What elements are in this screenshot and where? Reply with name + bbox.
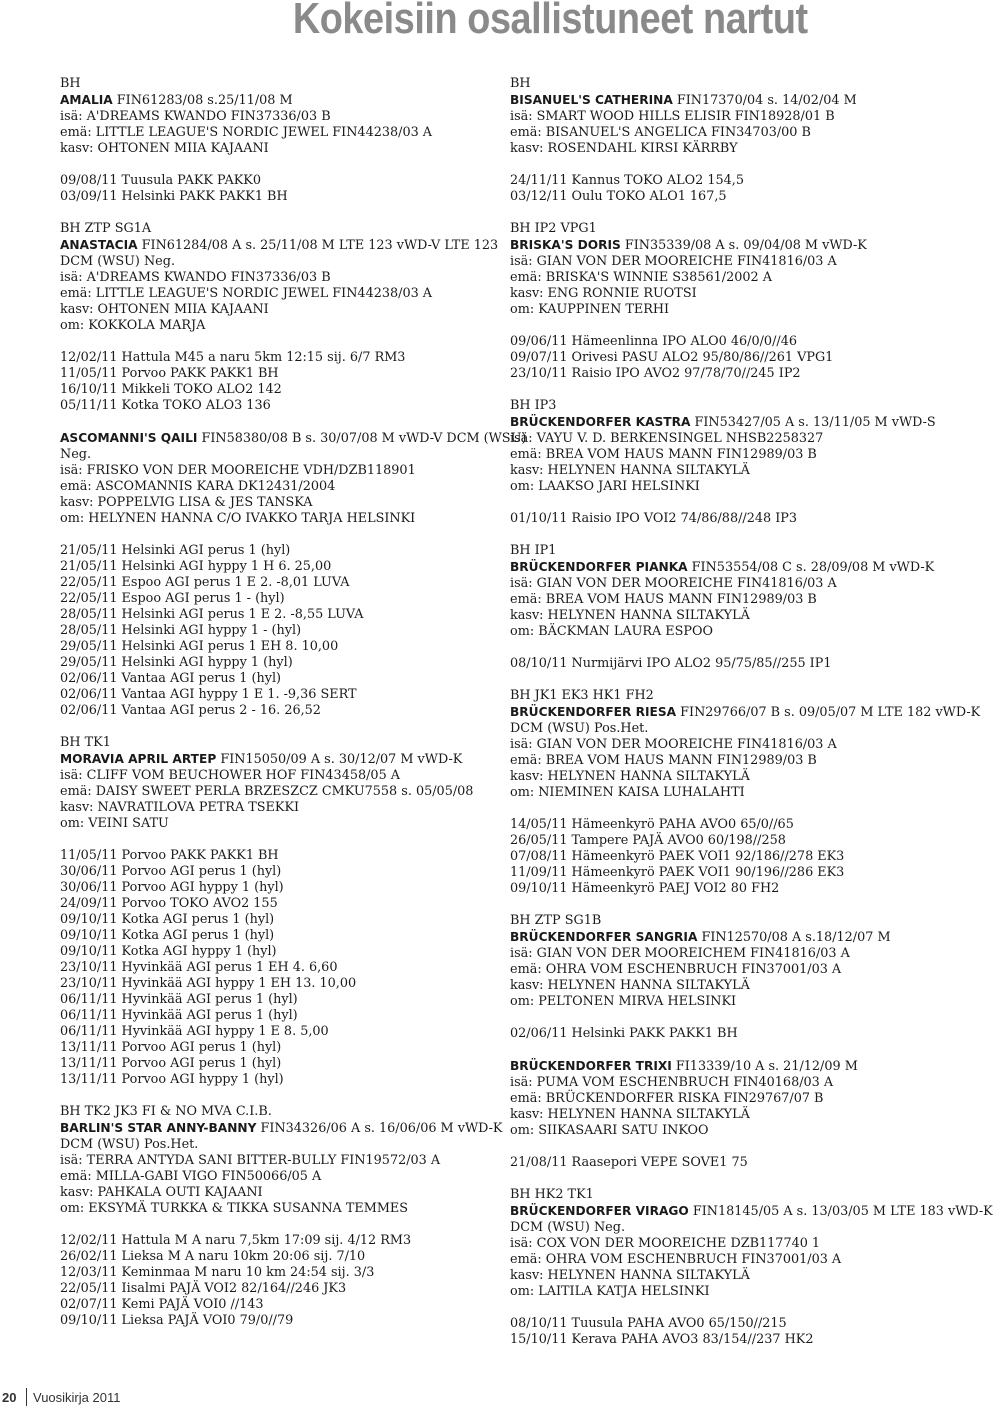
- entry-line: 05/11/11 Kotka TOKO ALO3 136: [60, 398, 271, 413]
- entry-line: kasv: NAVRATILOVA PETRA TSEKKI: [60, 800, 300, 815]
- page-title: Kokeisiin osallistuneet nartut: [293, 0, 808, 43]
- entry-block: [60, 1233, 510, 1329]
- entry-line: 11/05/11 Porvoo PAKK PAKK1 BH: [60, 848, 279, 863]
- dog-name: AMALIA: [60, 93, 113, 107]
- entry-line: BH HK2 TK1: [510, 1187, 594, 1202]
- dog-title-line: [510, 929, 960, 946]
- entry-line: 26/05/11 Tampere PAJÄ AVO0 60/198//258: [510, 833, 786, 848]
- left-column: [60, 76, 527, 1345]
- entry-line: 06/11/11 Hyvinkää AGI perus 1 (hyl): [60, 1008, 298, 1023]
- entry-line: emä: DAISY SWEET PERLA BRZESZCZ CMKU7558 s. 05/05/08: [60, 784, 474, 799]
- entry-line: isä: A'DREAMS KWANDO FIN37336/03 B: [60, 109, 331, 124]
- entry-line: kasv: POPPELVIG LISA & JES TANSKA: [60, 495, 313, 510]
- entry-line: om: VEINI SATU: [60, 816, 169, 831]
- entry-block: [510, 173, 960, 205]
- entry-block: [510, 398, 960, 495]
- entry-line: 12/02/11 Hattula M45 a naru 5km 12:15 sij. 6/7 RM3: [60, 350, 406, 365]
- entry-block: [510, 1316, 960, 1348]
- entry-line: 03/09/11 Helsinki PAKK PAKK1 BH: [60, 189, 288, 204]
- entry-line: isä: PUMA VOM ESCHENBRUCH FIN40168/03 A: [510, 1075, 834, 1090]
- entry-line: DCM (WSU) Neg.: [60, 254, 176, 269]
- entry-block: [510, 543, 960, 640]
- footer-divider: [26, 1388, 27, 1406]
- dog-name: BARLIN'S STAR ANNY-BANNY: [60, 1121, 257, 1135]
- entry-line: 28/05/11 Helsinki AGI perus 1 E 2. -8,55 LUVA: [60, 607, 364, 622]
- entry-block: [510, 221, 960, 318]
- dog-title-line: [510, 559, 960, 576]
- entry-line: 13/11/11 Porvoo AGI perus 1 (hyl): [60, 1056, 282, 1071]
- entry-line: om: LAAKSO JARI HELSINKI: [510, 479, 700, 494]
- entry-line: BH TK1: [60, 735, 111, 750]
- entry-line: 09/10/11 Hämeenkyrö PAEJ VOI2 80 FH2: [510, 881, 780, 896]
- entry-line: 11/05/11 Porvoo PAKK PAKK1 BH: [60, 366, 279, 381]
- entry-block: [510, 1187, 993, 1300]
- entry-line: 15/10/11 Kerava PAHA AVO3 83/154//237 HK2: [510, 1332, 814, 1347]
- dog-name: BRÜCKENDORFER PIANKA: [510, 560, 688, 574]
- entry-line: 02/06/11 Vantaa AGI perus 1 (hyl): [60, 671, 282, 686]
- entry-line: isä: SMART WOOD HILLS ELISIR FIN18928/01 B: [510, 109, 835, 124]
- entry-line: 06/11/11 Hyvinkää AGI hyppy 1 E 8. 5,00: [60, 1024, 329, 1039]
- entry-block: [60, 173, 510, 205]
- entry-line: emä: BREA VOM HAUS MANN FIN12989/03 B: [510, 447, 817, 462]
- entry-line: 23/10/11 Hyvinkää AGI hyppy 1 EH 13. 10,00: [60, 976, 357, 991]
- entry-line: 29/05/11 Helsinki AGI hyppy 1 (hyl): [60, 655, 293, 670]
- entry-line: BH TK2 JK3 FI & NO MVA C.I.B.: [60, 1104, 272, 1119]
- dog-name: BISANUEL'S CATHERINA: [510, 93, 673, 107]
- entry-line: 09/10/11 Kotka AGI hyppy 1 (hyl): [60, 944, 277, 959]
- entry-line: BH IP3: [510, 398, 557, 413]
- entry-line: kasv: HELYNEN HANNA SILTAKYLÄ: [510, 1107, 750, 1122]
- entry-block: [510, 1026, 960, 1042]
- entry-line: 11/09/11 Hämeenkyrö PAEK VOI1 90/196//286 EK3: [510, 865, 845, 880]
- entry-line: isä: VAYU V. D. BERKENSINGEL NHSB2258327: [510, 431, 824, 446]
- entry-line: isä: TERRA ANTYDA SANI BITTER-BULLY FIN19572/03 A: [60, 1153, 441, 1168]
- entry-block: [60, 76, 510, 157]
- entry-line: DCM (WSU) Neg.: [510, 1220, 626, 1235]
- dog-title-line: [510, 1203, 993, 1220]
- entry-line: isä: A'DREAMS KWANDO FIN37336/03 B: [60, 270, 331, 285]
- dog-registration: FIN61284/08 A s. 25/11/08 M LTE 123 vWD-V LTE 123: [137, 238, 499, 253]
- entry-block: [60, 350, 510, 414]
- entry-line: 28/05/11 Helsinki AGI hyppy 1 - (hyl): [60, 623, 302, 638]
- dog-registration: FIN53554/08 C s. 28/09/08 M vWD-K: [687, 560, 935, 575]
- entry-line: 29/05/11 Helsinki AGI perus 1 EH 8. 10,00: [60, 639, 339, 654]
- entry-line: BH JK1 EK3 HK1 FH2: [510, 688, 654, 703]
- dog-name: BRÜCKENDORFER TRIXI: [510, 1059, 672, 1073]
- entry-line: 06/11/11 Hyvinkää AGI perus 1 (hyl): [60, 992, 298, 1007]
- entry-line: om: PELTONEN MIRVA HELSINKI: [510, 994, 737, 1009]
- entry-line: 01/10/11 Raisio IPO VOI2 74/86/88//248 IP3: [510, 511, 798, 526]
- entry-block: [510, 76, 960, 157]
- dog-name: BRÜCKENDORFER VIRAGO: [510, 1204, 689, 1218]
- entry-line: 22/05/11 Espoo AGI perus 1 E 2. -8,01 LUVA: [60, 575, 350, 590]
- entry-line: emä: LITTLE LEAGUE'S NORDIC JEWEL FIN44238/03 A: [60, 286, 433, 301]
- entry-line: 02/06/11 Vantaa AGI hyppy 1 E 1. -9,36 SERT: [60, 687, 357, 702]
- entry-line: om: KAUPPINEN TERHI: [510, 302, 670, 317]
- dog-registration: FIN61283/08 s.25/11/08 M: [112, 93, 293, 108]
- entry-line: isä: GIAN VON DER MOOREICHE FIN41816/03 A: [510, 576, 837, 591]
- entry-line: 21/08/11 Raasepori VEPE SOVE1 75: [510, 1155, 748, 1170]
- entry-line: kasv: HELYNEN HANNA SILTAKYLÄ: [510, 769, 750, 784]
- entry-line: isä: CLIFF VOM BEUCHOWER HOF FIN43458/05 A: [60, 768, 401, 783]
- entry-line: 13/11/11 Porvoo AGI perus 1 (hyl): [60, 1040, 282, 1055]
- entry-line: kasv: PAHKALA OUTI KAJAANI: [60, 1185, 263, 1200]
- entry-line: 02/06/11 Vantaa AGI perus 2 - 16. 26,52: [60, 703, 321, 718]
- dog-title-line: [510, 237, 960, 254]
- dog-name: ANASTACIA: [60, 238, 138, 252]
- entry-block: [510, 334, 960, 382]
- dog-name: BRISKA'S DORIS: [510, 238, 621, 252]
- dog-title-line: [60, 751, 510, 768]
- entry-line: isä: GIAN VON DER MOOREICHE FIN41816/03 A: [510, 254, 837, 269]
- entry-line: BH IP1: [510, 543, 557, 558]
- dog-title-line: [60, 1120, 510, 1137]
- entry-block: [510, 913, 960, 1010]
- yearbook-label: Vuosikirja 2011: [33, 1390, 121, 1405]
- entry-line: DCM (WSU) Pos.Het.: [60, 1137, 199, 1152]
- dog-name: ASCOMANNI'S QAILI: [60, 431, 198, 445]
- entry-line: BH: [510, 76, 531, 91]
- entry-block: [510, 656, 960, 672]
- right-column: [510, 76, 993, 1364]
- entry-line: 23/10/11 Hyvinkää AGI perus 1 EH 4. 6,60: [60, 960, 338, 975]
- entry-line: 07/08/11 Hämeenkyrö PAEK VOI1 92/186//278 EK3: [510, 849, 845, 864]
- dog-title-line: [510, 414, 960, 431]
- entry-line: kasv: OHTONEN MIIA KAJAANI: [60, 302, 269, 317]
- entry-line: 16/10/11 Mikkeli TOKO ALO2 142: [60, 382, 282, 397]
- entry-line: 21/05/11 Helsinki AGI perus 1 (hyl): [60, 543, 291, 558]
- entry-line: 08/10/11 Tuusula PAHA AVO0 65/150//215: [510, 1316, 787, 1331]
- dog-registration: FIN58380/08 B s. 30/07/08 M vWD-V DCM (WSU): [197, 431, 527, 446]
- entry-line: om: KOKKOLA MARJA: [60, 318, 206, 333]
- entry-line: 08/10/11 Nurmijärvi IPO ALO2 95/75/85//255 IP1: [510, 656, 832, 671]
- entry-line: kasv: OHTONEN MIIA KAJAANI: [60, 141, 269, 156]
- entry-line: 09/06/11 Hämeenlinna IPO ALO0 46/0/0//46: [510, 334, 797, 349]
- entry-line: om: BÄCKMAN LAURA ESPOO: [510, 624, 713, 639]
- entry-line: kasv: HELYNEN HANNA SILTAKYLÄ: [510, 463, 750, 478]
- entry-line: DCM (WSU) Pos.Het.: [510, 721, 649, 736]
- dog-registration: FIN53427/05 A s. 13/11/05 M vWD-S: [690, 415, 936, 430]
- entry-line: 21/05/11 Helsinki AGI hyppy 1 H 6. 25,00: [60, 559, 332, 574]
- dog-title-line: [60, 430, 527, 447]
- dog-name: MORAVIA APRIL ARTEP: [60, 752, 217, 766]
- entry-line: 26/02/11 Lieksa M A naru 10km 20:06 sij. 7/10: [60, 1249, 366, 1264]
- entry-line: BH: [60, 76, 81, 91]
- entry-line: Neg.: [60, 447, 92, 462]
- page-footer: [0, 1384, 200, 1409]
- entry-line: 22/05/11 Espoo AGI perus 1 - (hyl): [60, 591, 285, 606]
- entry-line: 24/09/11 Porvoo TOKO AVO2 155: [60, 896, 278, 911]
- entry-block: [510, 511, 960, 527]
- entry-line: emä: BRÜCKENDORFER RISKA FIN29767/07 B: [510, 1091, 824, 1106]
- entry-line: isä: FRISKO VON DER MOOREICHE VDH/DZB118901: [60, 463, 416, 478]
- entry-block: [510, 817, 960, 897]
- entry-line: om: HELYNEN HANNA C/O IVAKKO TARJA HELSINKI: [60, 511, 416, 526]
- dog-title-line: [60, 92, 510, 109]
- dog-registration: FIN18145/05 A s. 13/03/05 M LTE 183 vWD-K: [688, 1204, 993, 1219]
- entry-line: 09/08/11 Tuusula PAKK PAKK0: [60, 173, 261, 188]
- entry-line: 02/07/11 Kemi PAJÄ VOI0 //143: [60, 1297, 264, 1312]
- entry-line: 30/06/11 Porvoo AGI hyppy 1 (hyl): [60, 880, 284, 895]
- dog-registration: FIN35339/08 A s. 09/04/08 M vWD-K: [620, 238, 867, 253]
- entry-line: emä: BREA VOM HAUS MANN FIN12989/03 B: [510, 753, 817, 768]
- entry-line: emä: LITTLE LEAGUE'S NORDIC JEWEL FIN44238/03 A: [60, 125, 433, 140]
- dog-registration: FIN17370/04 s. 14/02/04 M: [672, 93, 857, 108]
- entry-block: [510, 688, 981, 801]
- dog-title-line: [60, 237, 510, 254]
- dog-registration: FIN12570/08 A s.18/12/07 M: [697, 930, 891, 945]
- entry-line: 23/10/11 Raisio IPO AVO2 97/78/70//245 IP2: [510, 366, 801, 381]
- entry-line: 02/06/11 Helsinki PAKK PAKK1 BH: [510, 1026, 738, 1041]
- dog-title-line: [510, 92, 960, 109]
- entry-line: om: EKSYMÄ TURKKA & TIKKA SUSANNA TEMMES: [60, 1201, 409, 1216]
- dog-registration: FI13339/10 A s. 21/12/09 M: [671, 1059, 858, 1074]
- entry-line: emä: MILLA-GABI VIGO FIN50066/05 A: [60, 1169, 322, 1184]
- entry-line: isä: COX VON DER MOOREICHE DZB117740 1: [510, 1236, 821, 1251]
- entry-line: 14/05/11 Hämeenkyrö PAHA AVO0 65/0//65: [510, 817, 794, 832]
- entry-line: kasv: ENG RONNIE RUOTSI: [510, 286, 697, 301]
- entry-line: isä: GIAN VON DER MOOREICHE FIN41816/03 A: [510, 737, 837, 752]
- entry-line: kasv: HELYNEN HANNA SILTAKYLÄ: [510, 608, 750, 623]
- dog-registration: FIN15050/09 A s. 30/12/07 M vWD-K: [216, 752, 463, 767]
- dog-title-line: [510, 1058, 960, 1075]
- entry-block: [60, 543, 510, 719]
- entry-line: emä: OHRA VOM ESCHENBRUCH FIN37001/03 A: [510, 1252, 842, 1267]
- entry-block: [510, 1155, 960, 1171]
- entry-line: 30/06/11 Porvoo AGI perus 1 (hyl): [60, 864, 282, 879]
- entry-line: emä: OHRA VOM ESCHENBRUCH FIN37001/03 A: [510, 962, 842, 977]
- entry-block: [60, 848, 510, 1088]
- entry-line: om: SIIKASAARI SATU INKOO: [510, 1123, 709, 1138]
- dog-registration: FIN34326/06 A s. 16/06/06 M vWD-K: [256, 1121, 503, 1136]
- entry-line: 22/05/11 Iisalmi PAJÄ VOI2 82/164//246 JK3: [60, 1281, 347, 1296]
- entry-line: 09/07/11 Orivesi PASU ALO2 95/80/86//261 VPG1: [510, 350, 834, 365]
- entry-line: kasv: ROSENDAHL KIRSI KÄRRBY: [510, 141, 738, 156]
- entry-line: emä: BREA VOM HAUS MANN FIN12989/03 B: [510, 592, 817, 607]
- entry-line: BH ZTP SG1B: [510, 913, 602, 928]
- entry-line: emä: ASCOMANNIS KARA DK12431/2004: [60, 479, 336, 494]
- entry-block: [510, 1058, 960, 1139]
- entry-line: 09/10/11 Kotka AGI perus 1 (hyl): [60, 928, 275, 943]
- dog-name: BRÜCKENDORFER KASTRA: [510, 415, 691, 429]
- entry-line: isä: GIAN VON DER MOOREICHEM FIN41816/03 A: [510, 946, 850, 961]
- entry-line: kasv: HELYNEN HANNA SILTAKYLÄ: [510, 1268, 750, 1283]
- dog-registration: FIN29766/07 B s. 09/05/07 M LTE 182 vWD-K: [676, 705, 981, 720]
- entry-line: kasv: HELYNEN HANNA SILTAKYLÄ: [510, 978, 750, 993]
- dog-name: BRÜCKENDORFER RIESA: [510, 705, 677, 719]
- entry-line: 24/11/11 Kannus TOKO ALO2 154,5: [510, 173, 744, 188]
- dog-name: BRÜCKENDORFER SANGRIA: [510, 930, 698, 944]
- entry-line: 12/03/11 Keminmaa M naru 10 km 24:54 sij. 3/3: [60, 1265, 375, 1280]
- entry-line: emä: BRISKA'S WINNIE S38561/2002 A: [510, 270, 772, 285]
- entry-line: 13/11/11 Porvoo AGI hyppy 1 (hyl): [60, 1072, 284, 1087]
- entry-line: BH ZTP SG1A: [60, 221, 152, 236]
- entry-line: om: LAITILA KATJA HELSINKI: [510, 1284, 710, 1299]
- entry-block: [60, 221, 510, 334]
- entry-line: om: NIEMINEN KAISA LUHALAHTI: [510, 785, 745, 800]
- entry-line: 03/12/11 Oulu TOKO ALO1 167,5: [510, 189, 727, 204]
- entry-line: 09/10/11 Lieksa PAJÄ VOI0 79/0//79: [60, 1313, 294, 1328]
- entry-block: [60, 430, 527, 527]
- entry-block: [60, 1104, 510, 1217]
- dog-title-line: [510, 704, 981, 721]
- page-number: 20: [2, 1390, 17, 1405]
- entry-line: 12/02/11 Hattula M A naru 7,5km 17:09 sij. 4/12 RM3: [60, 1233, 412, 1248]
- entry-line: 09/10/11 Kotka AGI perus 1 (hyl): [60, 912, 275, 927]
- entry-line: emä: BISANUEL'S ANGELICA FIN34703/00 B: [510, 125, 811, 140]
- entry-block: [60, 735, 510, 832]
- entry-line: BH IP2 VPG1: [510, 221, 597, 236]
